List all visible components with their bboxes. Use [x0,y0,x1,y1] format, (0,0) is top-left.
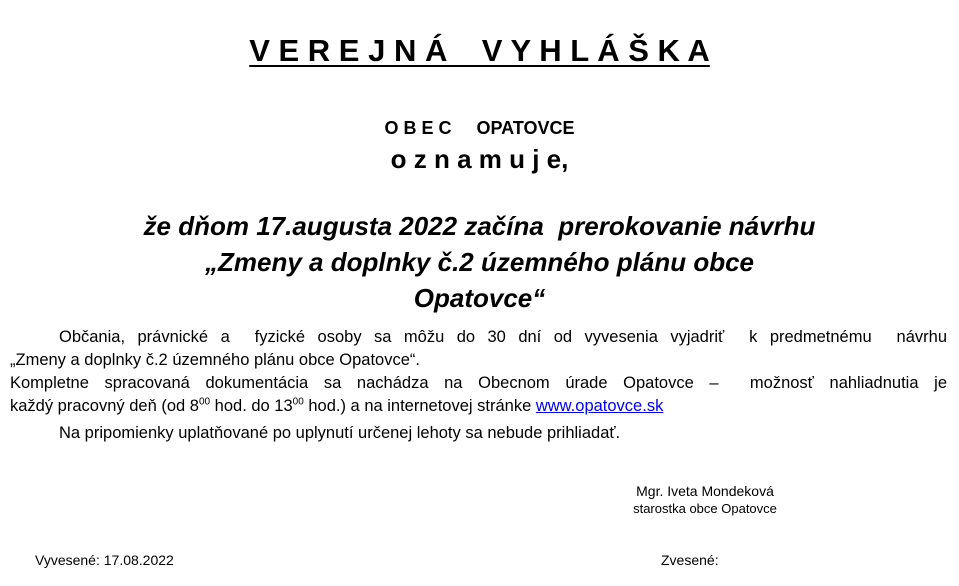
municipality-line: O B E C OPATOVCE [384,118,575,138]
removed-date: Zvesené: [661,552,719,568]
announces-line: o z n a m u j e, [390,144,569,174]
signature-block [590,482,820,517]
website-link[interactable]: www.opatovce.sk [535,397,664,415]
body-paragraph-2-line-2 [10,395,947,418]
headline-line-2: „Zmeny a doplnky č.2 územného plánu obce [205,247,754,277]
body-paragraph-2-line-1: Kompletne spracovaná dokumentácia sa nachádza na Obecnom úrade Opatovce – možnosť nahliadnutia je [10,374,947,392]
signatory-role: starostka obce Opatovce [633,501,777,516]
body-paragraph-1-line-1: Občania, právnické a fyzické osoby sa môžu do 30 dní od vyvesenia vyjadriť k predmetnému návrhu [59,328,947,346]
body-paragraph-1-line-2: „Zmeny a doplnky č.2 územného plánu obce Opatovce“. [10,351,420,369]
notice-title: V E R E J N Á V Y H L Á Š K A [249,33,710,68]
notice-title-block [0,33,959,69]
headline [0,208,959,316]
hour-minutes-superscript-2: 00 [292,396,304,408]
hour-minutes-superscript-1: 00 [198,396,211,408]
headline-line-1: že dňom 17.augusta 2022 začína prerokovanie návrhu [143,211,816,241]
notice-body [10,326,947,445]
headline-line-3: Opatovce“ [413,283,546,313]
signatory-name: Mgr. Iveta Mondeková [636,483,774,499]
office-hours-text-c: hod.) a na internetovej stránke [303,397,536,415]
body-paragraph-3: Na pripomienky uplatňované po uplynutí určenej lehoty sa nebude prihliadať. [59,424,621,442]
office-hours-text-b: hod. do 13 [210,397,293,415]
posted-date: Vyvesené: 17.08.2022 [35,552,174,568]
office-hours-text-a: každý pracovný deň (od 8 [10,397,199,415]
